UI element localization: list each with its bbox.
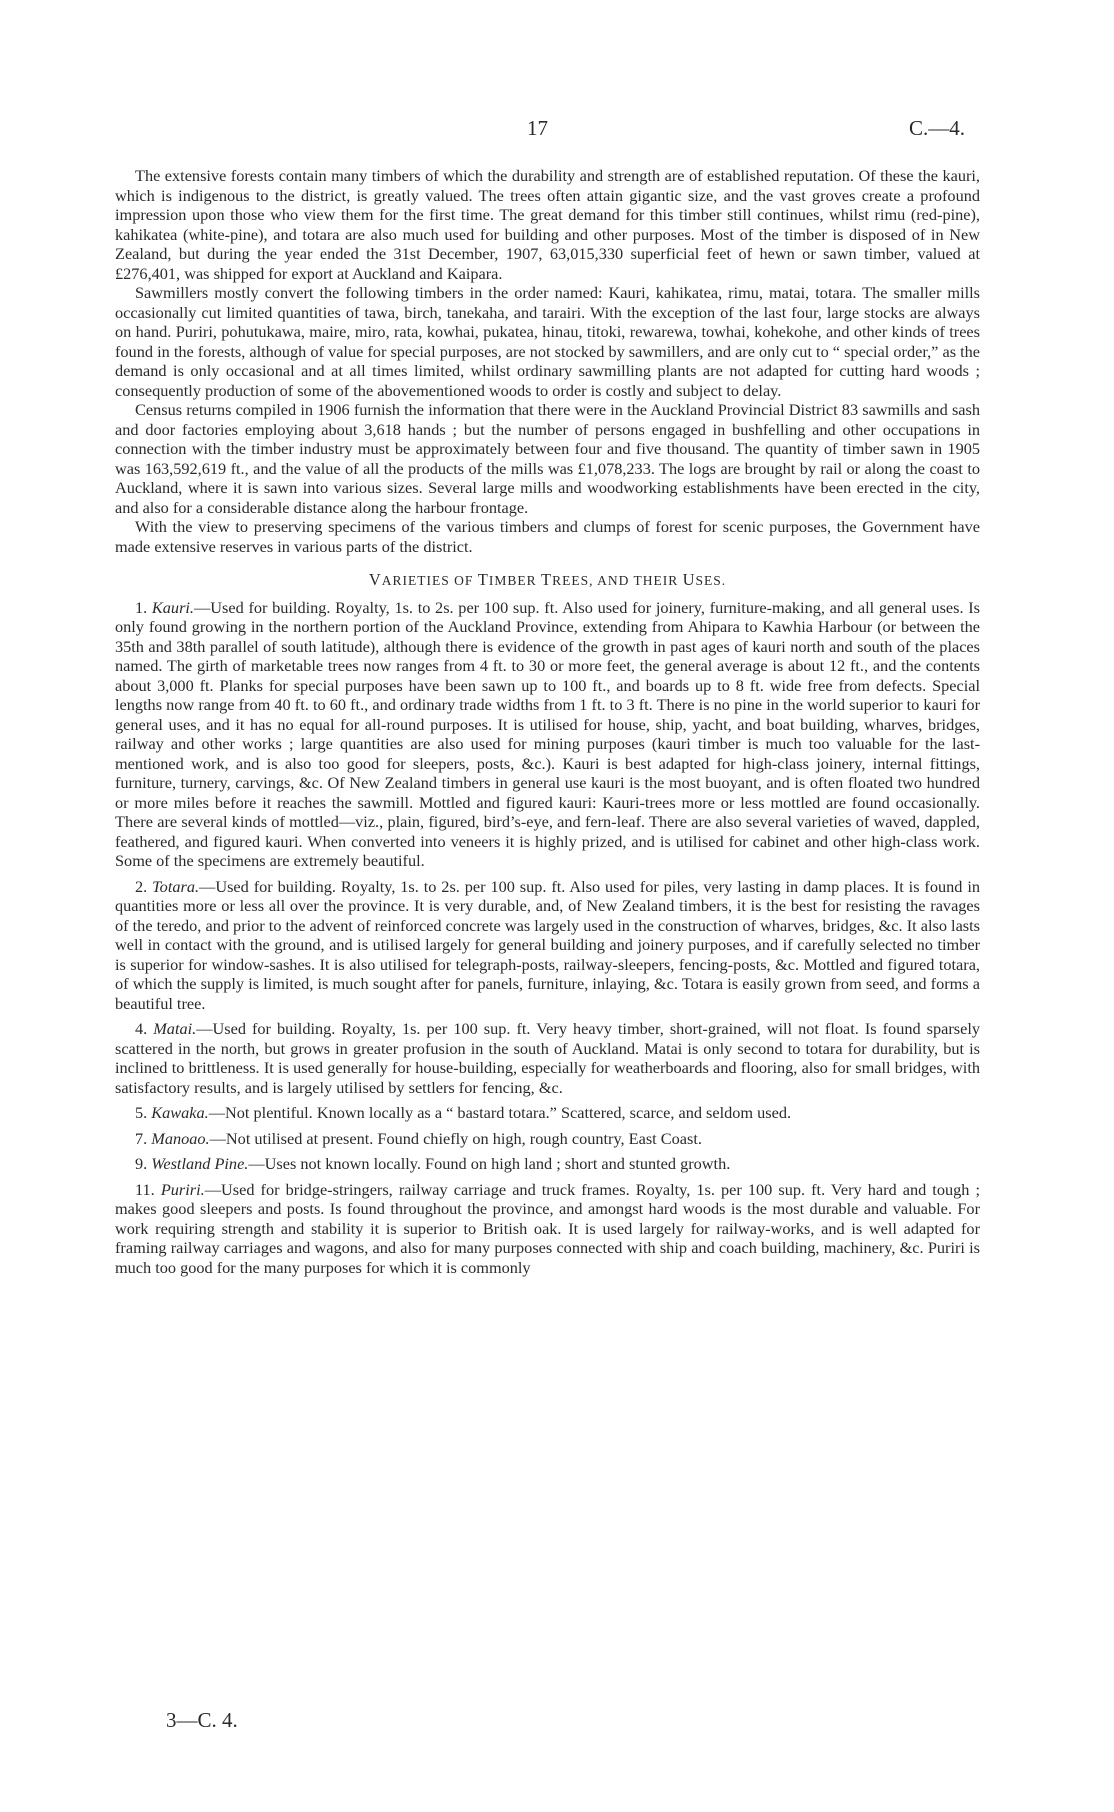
timber-name: Matai. (153, 1019, 197, 1038)
timber-entry-kawaka: 5. Kawaka.—Not plentiful. Known locally as a “ bastard totara.” Scattered, scarce, and seldom used. (135, 1103, 792, 1122)
page-body (115, 166, 980, 1277)
timber-name: Manoao. (151, 1128, 210, 1148)
timber-name: Kawaka. (151, 1103, 209, 1122)
intro-paragraph-census: Census returns compiled in 1906 furnish the information that there were in the Auckland Provincial District 83 sawmills and sash and door factories employing about 3,618 hands ; but the number of persons engaged in bushfelling and other occupations in connection with the timber industry must be approximately between four and five thousand. The quantity of timber sawn in 1905 was 163,592,619 ft., and the value of all the products of the mills was £1,078,233. The logs are brought by rail or along the coast to Auckland, where it is sawn into various sizes. Several large mills and woodworking establishments have been erected in the city, and also for a considerable distance along the harbour frontage. (115, 400, 980, 517)
timber-name: Puriri. (160, 1179, 205, 1199)
section-heading: VARIETIES OF TIMBER TREES, AND THEIR USES. (368, 570, 727, 589)
page-number: 17 (527, 116, 548, 140)
timber-name: Totara. (152, 876, 200, 896)
timber-entry-kauri: 1. Kauri.—Used for building. Royalty, 1s. to 2s. per 100 sup. ft. Also used for joinery, furniture-making, and all general uses. Is only found growing in the northern portion of the Auckland Province, extending from Ahipara to Kawhia Harbour (or between the 35th and 38th parallel of south latitude), although there is evidence of the growth in past ages of kauri north and south of the places named. The girth of marketable trees now ranges from 4 ft. to 30 or more feet, the general average is about 12 ft., and the contents about 3,000 ft. Planks for special purposes have been sawn up to 100 ft., and boards up to 8 ft. wide free from defects. Special lengths now range from 40 ft. to 60 ft., and ordinary trade widths from 1 ft. to 3 ft. There is no pine in the world superior to kauri for general uses, and it has no equal for all-round purposes. It is utilised for house, ship, yacht, and boat building, wharves, bridges, railway and other works ; large quantities are also used for mining purposes (kauri timber is much too valuable for the last-mentioned work, and is also too good for sleepers, posts, &c.). Kauri is best adapted for high-class joinery, internal fittings, furniture, turnery, carvings, &c. Of New Zealand timbers in general use kauri is the most buoyant, and is often floated two hundred or more miles before it reaches the sawmill. Mottled and figured kauri: Kauri-trees more or less mottled are found occasionally. There are several kinds of mottled—viz., plain, figured, bird’s-eye, and fern-leaf. There are also several varieties of waved, dappled, feathered, and figured kauri. When converted into veneers it is highly prized, and is utilised for cabinet and other high-class work. Some of the specimens are extremely beautiful. (115, 597, 980, 870)
timber-name: Kauri. (151, 597, 194, 617)
timber-entry-manoao: 7. Manoao.—Not utilised at present. Found chiefly on high, rough country, East Coast. (135, 1128, 702, 1148)
intro-paragraph-reserves: With the view to preserving specimens of the various timbers and clumps of forest for scenic purposes, the Government have made extensive reserves in various parts of the district. (115, 517, 980, 556)
signature-mark: 3—C. 4. (166, 1708, 238, 1732)
timber-entry-puriri: 11. Puriri.—Used for bridge-stringers, railway carriage and truck frames. Royalty, 1s. per 100 sup. ft. Very hard and tough ; makes good sleepers and posts. Is found throughout the province, and amongst hard woods is the most durable and valuable. For work requiring strength and stability it is superior to British oak. It is used largely for railway-works, and is well adapted for framing railway carriages and wagons, and also for many purposes connected with ship and coach building, machinery, &c. Puriri is much too good for the many purposes for which it is commonly (115, 1179, 980, 1277)
timber-entry-westland-pine: 9. Westland Pine.—Uses not known locally. Found on high land ; short and stunted growth. (135, 1154, 731, 1173)
timber-entry-matai: 4. Matai.—Used for building. Royalty, 1s. per 100 sup. ft. Very heavy timber, short-grained, will not float. Is found sparsely scattered in the north, but grows in greater profusion in the south of Auckland. Matai is only second to totara for durability, but is inclined to brittleness. It is used generally for house-building, especially for weatherboards and flooring, also for small bridges, with satisfactory results, and is largely utilised by settlers for fencing, &c. (115, 1019, 980, 1097)
intro-paragraph-sawmillers: Sawmillers mostly convert the following timbers in the order named: Kauri, kahikatea, rimu, matai, totara. The smaller mills occasionally cut limited quantities of tawa, birch, tanekaha, and tarairi. With the exception of the last four, large stocks are always on hand. Puriri, pohutukawa, maire, miro, rata, kowhai, pukatea, hinau, titoki, rewarewa, towhai, kohekohe, and other kinds of trees found in the forests, although of value for special purposes, are not stocked by sawmillers, and are only cut to “ special order,” as the demand is only occasional and at all times limited, whilst ordinary sawmilling plants are not adapted for cutting hard woods ; consequently production of some of the abovementioned woods to order is costly and subject to delay. (115, 283, 980, 400)
timber-name: Westland Pine. (151, 1154, 249, 1173)
intro-paragraph-forests: The extensive forests contain many timbers of which the durability and strength are of established reputation. Of these the kauri, which is indigenous to the district, is greatly valued. The trees often attain gigantic size, and the vast groves create a profound impression upon those who view them for the first time. The great demand for this timber still continues, whilst rimu (red-pine), kahikatea (white-pine), and totara are also much used for building and other purposes. Most of the timber is disposed of in New Zealand, but during the year ended the 31st December, 1907, 63,015,330 superficial feet of hewn or sawn timber, valued at £276,401, was shipped for export at Auckland and Kaipara. (115, 166, 980, 283)
document-code: C.—4. (909, 116, 966, 140)
timber-entry-totara: 2. Totara.—Used for building. Royalty, 1s. to 2s. per 100 sup. ft. Also used for piles, very lasting in damp places. It is found in quantities more or less all over the province. It is very durable, and, of New Zealand timbers, it is the best for resisting the ravages of the teredo, and prior to the advent of reinforced concrete was largely used in the construction of wharves, bridges, &c. It also lasts well in contact with the ground, and is utilised largely for general building and joinery purposes, and if carefully selected no timber is superior for window-sashes. It is also utilised for telegraph-posts, railway-sleepers, fencing-posts, &c. Mottled and figured totara, of which the supply is limited, is much sought after for panels, furniture, inlaying, &c. Totara is easily grown from seed, and forms a beautiful tree. (115, 876, 980, 1013)
